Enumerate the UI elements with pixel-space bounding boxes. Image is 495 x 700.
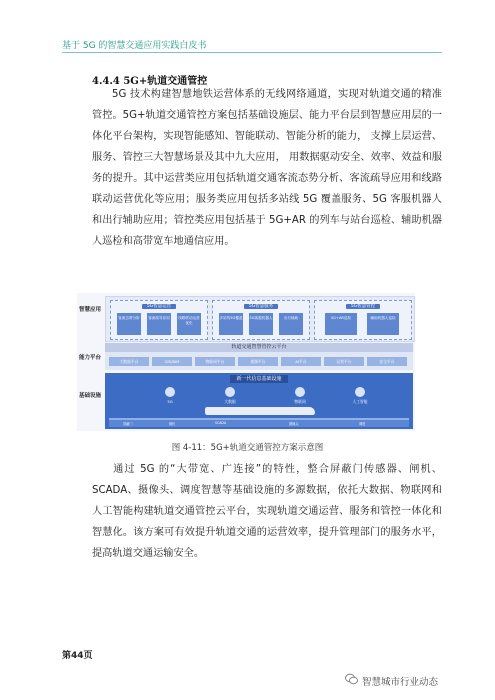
- infra-device-row: [109, 420, 409, 427]
- platform-box: GIS/BIM: [152, 357, 192, 366]
- app-box: 客流态势分析: [117, 313, 141, 335]
- body-paragraph-1: [92, 84, 442, 252]
- iot-icon: [295, 387, 305, 397]
- body-paragraph-2: [92, 459, 442, 564]
- app-box: 客流疏导应用: [147, 313, 171, 335]
- wechat-icon: [345, 673, 358, 685]
- layer-label-platform: 能力平台: [79, 355, 102, 361]
- application-layer: [105, 296, 415, 342]
- infra-label: 5G: [167, 399, 173, 404]
- architecture-diagram: [77, 293, 415, 431]
- train-icon: [205, 407, 315, 415]
- header-rule: [62, 52, 442, 53]
- header-title: 基于 5G 的智慧交通应用实践白皮书: [62, 41, 207, 51]
- section-heading: 4.4.4 5G+轨道交通管控: [92, 76, 208, 87]
- figure-caption: 图 4-11：5G+轨道交通管控方案示意图: [171, 443, 324, 453]
- big-data-icon: [225, 387, 235, 397]
- layer-label-app: 智慧应用: [79, 307, 102, 313]
- platform-box: 视频平台: [238, 357, 278, 366]
- infra-device: 闸机: [169, 422, 176, 426]
- app-box: 线路联动运营优化: [177, 313, 201, 335]
- platform-box: 安全平台: [367, 357, 407, 366]
- paragraph-2-text: 通过 5G 的“大带宽、广连接”的特性，整合屏蔽门传感器、闸机、SCADA、摄像头、调度智慧等基础设施的多源数据，依托大数据、物联网和人工智能构建轨道交通管控云平台，实现轨道交通运营、服务和管控一体化和智慧化。该方案可有效提升轨道交通的运营效率，提升管理部门的服务水平，提高轨道交通运输安全。: [92, 464, 442, 559]
- ai-icon: [355, 387, 365, 397]
- 5g-icon: [165, 387, 175, 397]
- watermark-text: 智慧城市行业动态: [362, 677, 439, 688]
- page-number: 第44页: [62, 651, 93, 661]
- group-service: [212, 300, 310, 340]
- infra-device: 屏蔽门: [123, 422, 133, 426]
- infra-device: 调度: [359, 422, 366, 426]
- app-box: 5G客服机器人: [249, 313, 273, 335]
- infra-label: 人工智能: [352, 399, 368, 404]
- platform-box: 大数据平台: [109, 357, 149, 366]
- infrastructure-layer: [105, 373, 413, 429]
- platform-box: 物联网平台: [195, 357, 235, 366]
- platform-box: AI平台: [281, 357, 321, 366]
- infra-label: 大数据: [224, 399, 236, 404]
- infra-label: 物联网: [294, 399, 306, 404]
- layer-label-infra: 基础设施: [79, 393, 102, 399]
- group-control: [314, 300, 412, 340]
- infra-device: SCADA: [215, 421, 227, 425]
- infra-device: 摄像头: [289, 422, 299, 426]
- group-service-title: 5G智慧服务: [244, 304, 278, 309]
- app-box: 出行辅助: [279, 313, 303, 335]
- group-control-title: 5G智慧管控: [346, 304, 380, 309]
- platform-box: 运营平台: [324, 357, 364, 366]
- group-operation-title: 5G智慧运营: [142, 304, 176, 309]
- platform-title: 轨道交通智慧管控云平台: [105, 343, 413, 352]
- app-box: 5G+AR巡检: [325, 313, 357, 335]
- paragraph-1-text: 5G 技术构建智慧地铁运营体系的无线网络通道，实现对轨道交通的精准管控。5G+轨道交通管控方案包括基础设施层、能力平台层到智慧应用层的一体化平台架构，实现智能感知、智能联动、智能分析的能力， 支撑上层运营、服务、管控三大智慧场景及其中九大应用， 用数据驱动安全、效率、效益和服务的提升。其中运营类应用包括轨道交通客流态势分析、客流疏导应用和线路联动运营优化等应用；服务类应用包括多站线 5G 覆盖服务、5G 客服机器人和出行辅助应用；管控类应用包括基于 5G+AR 的列车与站台巡检、辅助机器人巡检和高带宽车地通信应用。: [92, 89, 442, 247]
- platform-layer: [105, 352, 413, 370]
- group-operation: [110, 300, 208, 340]
- infra-title: 新一代信息基础设施: [230, 375, 287, 383]
- app-box: 辅助机器人巡检: [367, 313, 399, 335]
- app-box: 多站线5G覆盖: [219, 313, 243, 335]
